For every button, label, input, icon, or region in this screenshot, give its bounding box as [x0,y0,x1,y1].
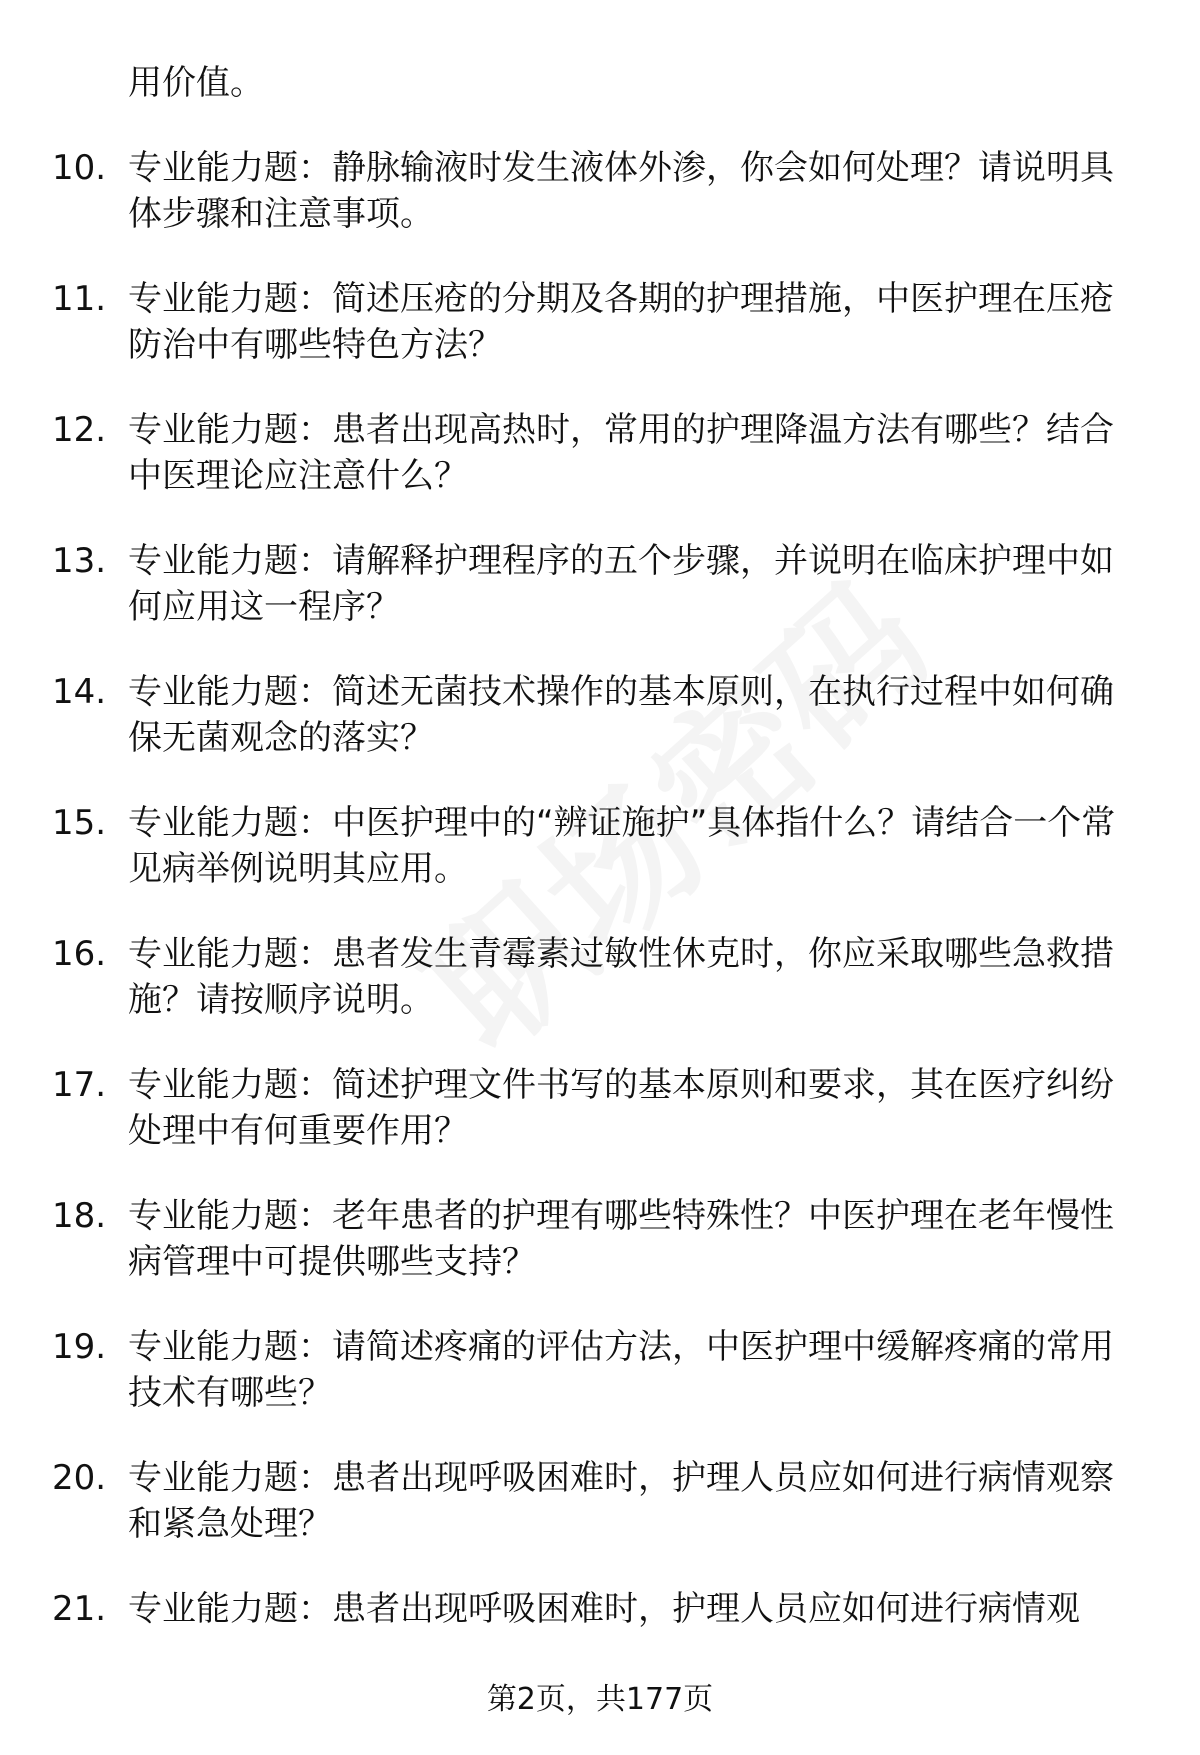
list-item [0,1062,1200,1193]
question-text: 专业能力题：患者出现高热时，常用的护理降温方法有哪些？结合中医理论应注意什么？ [128,410,1114,496]
question-text: 专业能力题：简述压疮的分期及各期的护理措施，中医护理在压疮防治中有哪些特色方法？ [128,279,1114,365]
list-item [0,407,1200,538]
question-number: 10. [52,148,107,188]
question-text: 专业能力题：静脉输液时发生液体外渗，你会如何处理？请说明具体步骤和注意事项。 [128,148,1114,234]
question-number: 11. [52,279,107,319]
question-number: 18. [52,1196,107,1236]
list-item [0,931,1200,1062]
continuation-text: 用价值。 [128,63,264,103]
question-text: 专业能力题：简述无菌技术操作的基本原则，在执行过程中如何确保无菌观念的落实？ [128,672,1114,758]
question-list [0,145,1200,1717]
question-text: 专业能力题：中医护理中的“辨证施护”具体指什么？请结合一个常见病举例说明其应用。 [128,803,1116,889]
list-item [0,1455,1200,1586]
question-number: 20. [52,1458,107,1498]
question-number: 19. [52,1327,107,1367]
question-text: 专业能力题：老年患者的护理有哪些特殊性？中医护理在老年慢性病管理中可提供哪些支持？ [128,1196,1114,1282]
question-text: 专业能力题：患者出现呼吸困难时，护理人员应如何进行病情观察和紧急处理？ [128,1458,1114,1544]
list-item [0,1324,1200,1455]
question-number: 12. [52,410,107,450]
list-item [0,276,1200,407]
question-text: 专业能力题：患者出现呼吸困难时，护理人员应如何进行病情观 [128,1589,1080,1629]
question-text: 专业能力题：请解释护理程序的五个步骤，并说明在临床护理中如何应用这一程序？ [128,541,1114,627]
list-item [0,669,1200,800]
page-footer: 第2页，共177页 [486,1682,714,1717]
question-number: 14. [52,672,107,712]
list-item [0,800,1200,931]
question-text: 专业能力题：患者发生青霉素过敏性休克时，你应采取哪些急救措施？请按顺序说明。 [128,934,1114,1020]
question-text: 专业能力题：请简述疼痛的评估方法，中医护理中缓解疼痛的常用技术有哪些？ [128,1327,1114,1413]
question-number: 17. [52,1065,107,1105]
question-number: 15. [52,803,107,843]
list-item [0,145,1200,276]
question-number: 13. [52,541,107,581]
question-number: 21. [52,1589,107,1629]
list-item [0,538,1200,669]
list-item [0,1193,1200,1324]
question-number: 16. [52,934,107,974]
question-text: 专业能力题：简述护理文件书写的基本原则和要求，其在医疗纠纷处理中有何重要作用？ [128,1065,1114,1151]
